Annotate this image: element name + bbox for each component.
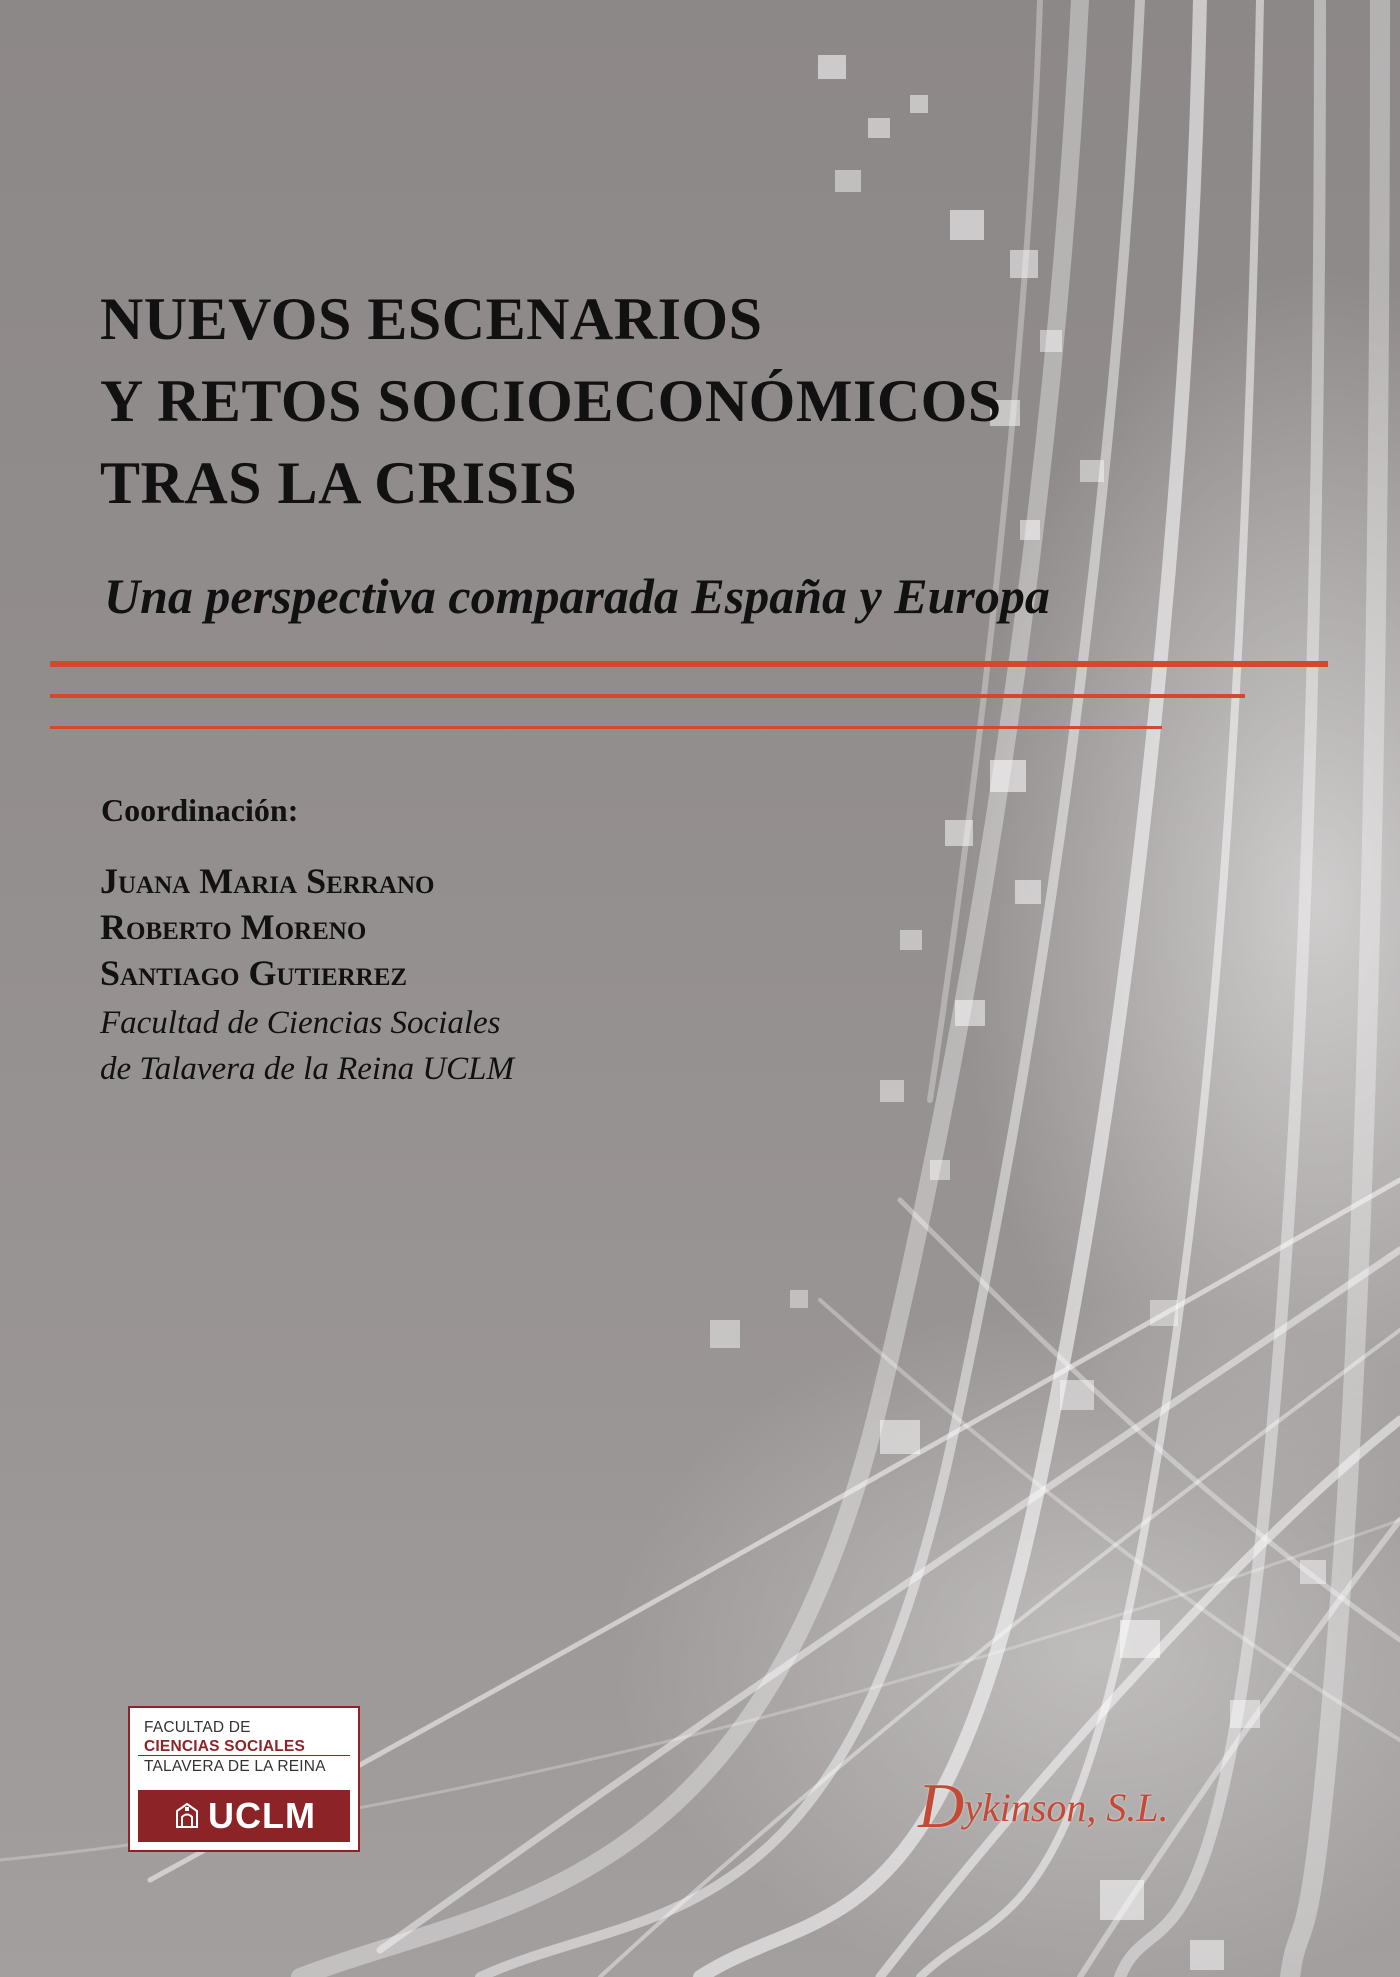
logo-line-2: CIENCIAS SOCIALES [144, 1738, 306, 1755]
author-name: Roberto Moreno [100, 907, 367, 947]
logo-line-1: FACULTAD DE [144, 1719, 251, 1736]
logo-line-3: TALAVERA DE LA REINA [144, 1758, 326, 1775]
publisher-logo [918, 1768, 1169, 1841]
title-line-1: NUEVOS ESCENARIOS [100, 286, 763, 352]
affiliation-line-1: Facultad de Ciencias Sociales [100, 1005, 501, 1041]
university-emblem-icon [172, 1801, 202, 1831]
logo-divider [138, 1755, 350, 1756]
accent-rule-2 [50, 694, 1245, 698]
logo-brand-band [138, 1790, 350, 1842]
faculty-logo [128, 1706, 360, 1852]
logo-brand-text: UCLM [208, 1795, 316, 1836]
affiliation-line-2: de Talavera de la Reina UCLM [100, 1051, 514, 1087]
book-title [100, 278, 1002, 524]
title-line-3: TRAS LA CRISIS [100, 450, 578, 516]
author-name: Santiago Gutierrez [100, 953, 408, 993]
publisher-name: ykinson, S.L. [964, 1785, 1169, 1830]
publisher-initial: D [918, 1770, 965, 1841]
book-subtitle: Una perspectiva comparada España y Europa [104, 568, 1050, 624]
author-name: Juana Maria Serrano [100, 861, 435, 901]
author-list [100, 858, 434, 996]
accent-rule-1 [50, 661, 1328, 667]
accent-rule-3 [50, 726, 1162, 729]
coordination-label: Coordinación: [101, 792, 299, 828]
title-line-2: Y RETOS SOCIOECONÓMICOS [100, 368, 1002, 434]
affiliation [100, 1000, 514, 1092]
